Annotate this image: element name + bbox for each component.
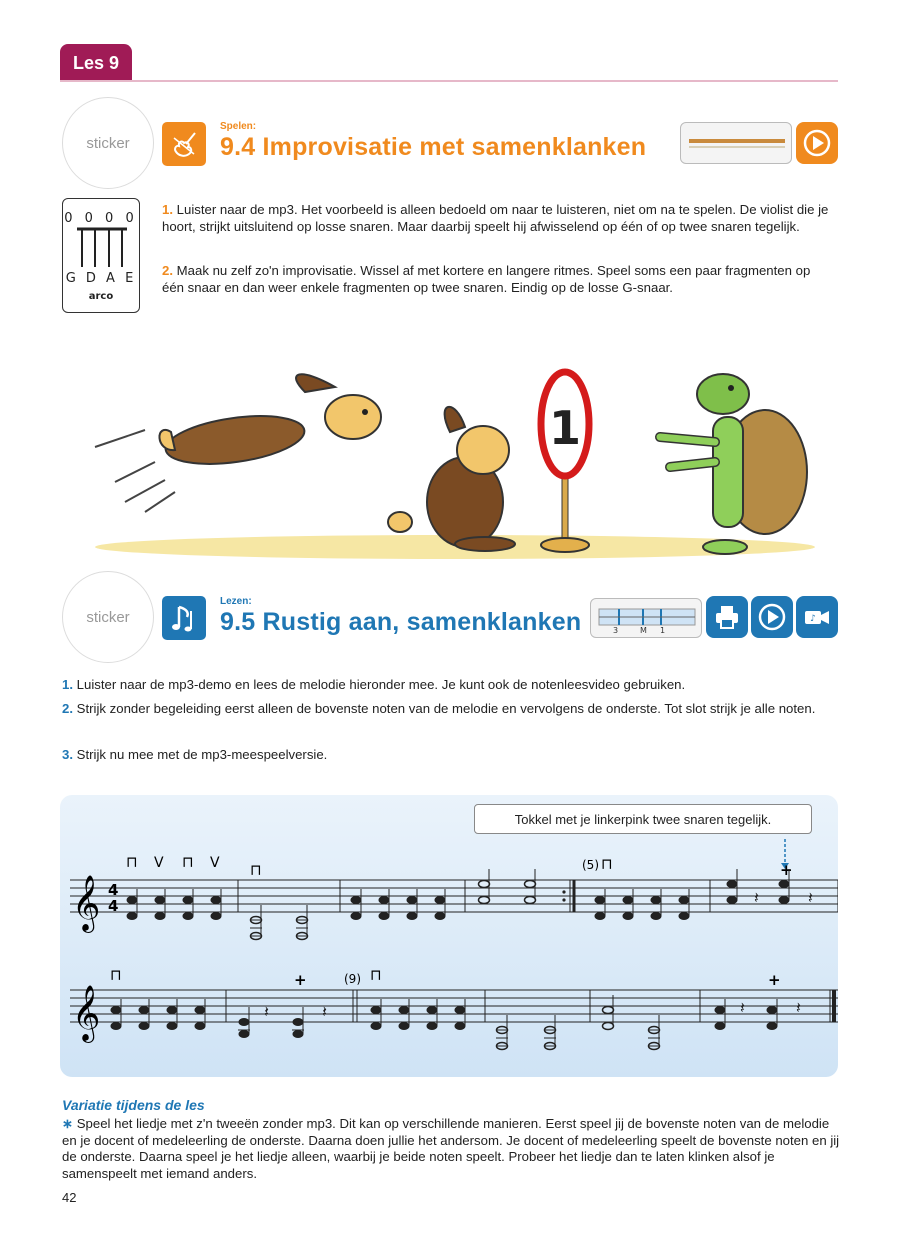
- sticker-placeholder-1: sticker: [62, 97, 154, 189]
- play-icon: [757, 602, 787, 632]
- down-bow-mark: ⊓: [250, 861, 262, 879]
- play-audio-button-9-4[interactable]: [796, 122, 838, 164]
- instruction-number: 2.: [162, 263, 173, 278]
- down-bow-mark: ⊓: [370, 966, 382, 984]
- chord-string-names: G D A E: [65, 271, 137, 286]
- variatie-body: Speel het liedje met z'n tweeën zonder mp3. Dit kan op verschillende manieren. Eerst speel jij de bovenste noten van de melodie en je docent of medeleerling de onderste. Daarna doen jullie het andersom. Je docent of medeleerling speelt de bovenste noten en jij de onderste. Daarna speel je het liedje alleen, waarbij je beide noten speelt. Probeer het liedje dan te laten klinken alsof je samenspeelt met iemand anders.: [62, 1116, 840, 1181]
- pizzicato-mark: +: [294, 971, 307, 989]
- bow-image: [680, 122, 792, 164]
- instruction-9-5-2: [62, 700, 840, 717]
- video-camera-icon: [802, 602, 832, 632]
- section-title-9-5: 9.5 Rustig aan, samenklanken: [220, 608, 582, 636]
- instruction-9-4-1: [162, 201, 832, 235]
- staff-2: [70, 990, 838, 1022]
- section-title-9-4: 9.4 Improvisatie met samenklanken: [220, 133, 647, 161]
- svg-text:𝄽: 𝄽: [796, 998, 801, 1017]
- notes-measure-8: [238, 1002, 327, 1038]
- down-bow-mark: ⊓: [110, 966, 122, 984]
- instruction-9-5-3: [62, 746, 840, 763]
- instruction-number: 1.: [162, 202, 173, 217]
- instruction-number: 2.: [62, 701, 73, 716]
- variatie-text: [62, 1116, 840, 1182]
- instruction-text: Strijk zonder begeleiding eerst alleen de bovenste noten van de melodie en vervolgens de onderste. Tot slot strijk je alle noten.: [76, 701, 816, 716]
- notes-measure-10: [496, 1015, 556, 1050]
- printer-icon: [713, 603, 741, 631]
- instruction-9-5-1: [62, 676, 840, 693]
- chord-bow-label: arco: [88, 291, 114, 302]
- instruction-9-4-2: [162, 262, 832, 296]
- svg-text:♪: ♪: [810, 614, 816, 624]
- svg-text:1: 1: [548, 401, 582, 455]
- bullet-star: ∗: [62, 1116, 74, 1131]
- strings-graphic: [77, 227, 127, 267]
- score-callout: Tokkel met je linkerpink twee snaren tegelijk.: [474, 804, 812, 834]
- play-icon: [802, 128, 832, 158]
- svg-text:𝄽: 𝄽: [740, 998, 745, 1017]
- svg-text:𝄽: 𝄽: [322, 1002, 327, 1021]
- treble-clef: 𝄞: [72, 875, 101, 931]
- music-note-icon: [162, 596, 206, 640]
- svg-text:𝄽: 𝄽: [264, 1002, 269, 1021]
- pizzicato-mark: +: [780, 861, 793, 879]
- instruction-text: Strijk nu mee met de mp3-meespeelversie.: [76, 747, 328, 762]
- instruction-text: Luister naar de mp3-demo en lees de melodie hieronder mee. Je kunt ook de notenleesvideo gebruiken.: [76, 677, 686, 692]
- section-kicker-lezen: Lezen:: [220, 596, 252, 607]
- measure-number: (9): [344, 972, 361, 986]
- time-signature-top: 4: [108, 881, 119, 899]
- down-bow-mark: ⊓: [182, 853, 194, 871]
- play-audio-button-9-5[interactable]: [751, 596, 793, 638]
- lesson-tab: Les 9: [60, 44, 132, 82]
- svg-text:𝄽: 𝄽: [808, 888, 813, 907]
- notes-measure-4: [479, 869, 536, 904]
- fingerboard-mark: 1: [660, 626, 666, 635]
- lesson-divider: [60, 80, 838, 82]
- turtle: [660, 374, 807, 554]
- instruction-text: Luister naar de mp3. Het voorbeeld is alleen bedoeld om naar te luisteren, niet om na te spelen. De violist die je hoort, strijkt uitsluitend op losse snaren. Maar daarbij speelt hij afwisselend op één of op twee snaren tegelijk.: [162, 202, 829, 234]
- down-bow-mark: ⊓: [601, 855, 613, 873]
- up-bow-mark: V: [210, 855, 220, 871]
- down-bow-mark: ⊓: [126, 853, 138, 871]
- variatie-heading: Variatie tijdens de les: [62, 1097, 205, 1113]
- instruction-text: Maak nu zelf zo'n improvisatie. Wissel af met kortere en langere ritmes. Speel soms een paar fragmenten op één snaar en dan weer enkele fragmenten op twee snaren. Eindig op de losse G-snaar.: [162, 263, 811, 295]
- fingerboard-mark: M: [640, 626, 647, 635]
- section-kicker-spelen: Spelen:: [220, 121, 257, 132]
- svg-text:𝄽: 𝄽: [754, 888, 759, 907]
- flying-dog: [159, 374, 381, 471]
- music-score: [60, 835, 838, 1070]
- play-video-button[interactable]: [796, 596, 838, 638]
- time-signature-bottom: 4: [108, 897, 119, 915]
- treble-clef: 𝄞: [72, 985, 101, 1041]
- sticker-placeholder-2: sticker: [62, 571, 154, 663]
- violin-icon: [162, 122, 206, 166]
- fingerboard-mark: 3: [613, 626, 619, 635]
- chord-diagram: [62, 198, 140, 313]
- instruction-number: 3.: [62, 747, 73, 762]
- measure-number: (5): [582, 858, 599, 872]
- pizzicato-mark: +: [768, 971, 781, 989]
- notes-measure-2: [250, 905, 308, 940]
- sitting-dog: [388, 407, 515, 551]
- print-button[interactable]: [706, 596, 748, 638]
- instruction-number: 1.: [62, 677, 73, 692]
- cartoon-illustration: [85, 362, 825, 572]
- up-bow-mark: V: [154, 855, 164, 871]
- staff-1: [70, 880, 838, 912]
- page-number: 42: [62, 1190, 77, 1205]
- chord-finger-numbers: 0 0 0 0: [64, 211, 138, 226]
- speed-sign: [541, 372, 589, 552]
